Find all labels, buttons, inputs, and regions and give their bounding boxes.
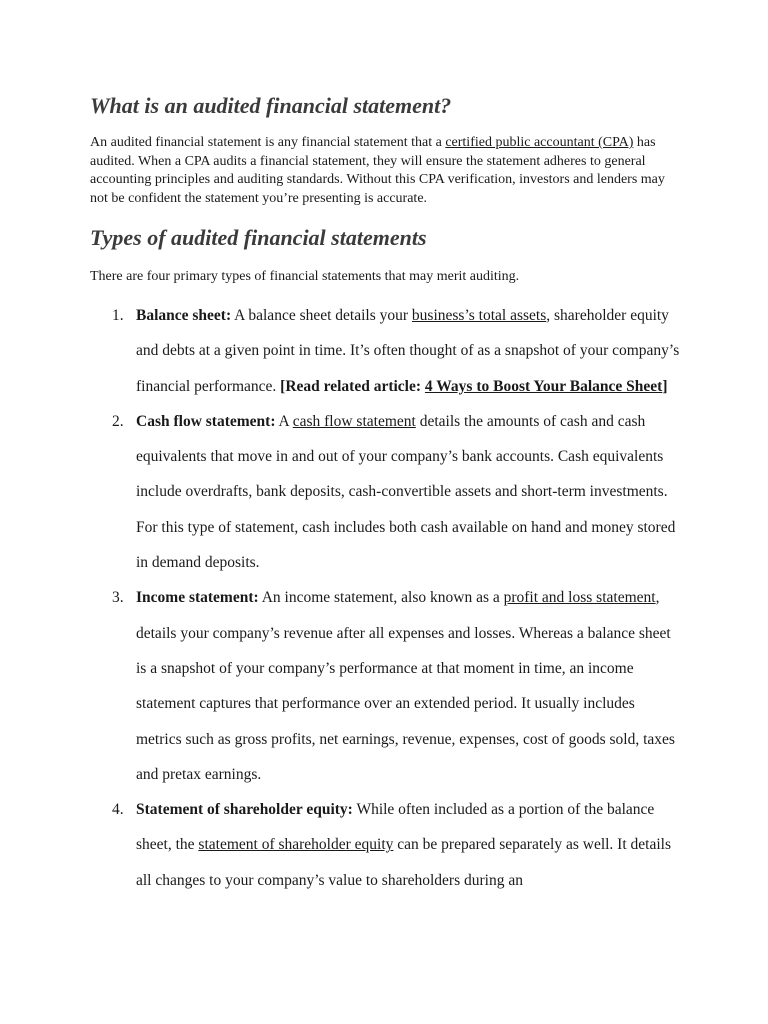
- related-article-suffix: ]: [662, 377, 668, 395]
- list-text-before: An income statement, also known as a: [258, 589, 504, 607]
- related-article-link[interactable]: 4 Ways to Boost Your Balance Sheet: [424, 377, 663, 395]
- heading-types-of-statements: Types of audited financial statements: [90, 225, 427, 250]
- list-text-after: details the amounts of cash and cash equivalents that move in and out of your company’s bank accounts. Cash equivalents include overdrafts, bank deposits, cash-convertible assets and short-term investments. For this type of statement, cash includes both cash available on hand and money stored in demand deposits.: [136, 412, 676, 572]
- list-item-balance-sheet: [90, 298, 680, 404]
- list-item-income-statement: [90, 580, 680, 792]
- intro-text-before: An audited financial statement is any financial statement that a: [90, 135, 446, 150]
- list-number: 2.: [112, 412, 124, 430]
- list-text-after: , shareholder equity and debts at a given point in time. It’s often thought of as a snapshot of your company’s financial performance.: [136, 307, 680, 395]
- list-text-before: A: [275, 412, 293, 430]
- total-assets-link[interactable]: business’s total assets: [411, 307, 547, 324]
- statement-types-list: [90, 298, 680, 898]
- types-lead-paragraph: There are four primary types of financial statements that may merit auditing.: [90, 269, 520, 284]
- types-section: [90, 224, 680, 898]
- intro-paragraph: [90, 134, 680, 208]
- list-number: 4.: [112, 801, 124, 819]
- list-number: 1.: [112, 307, 124, 324]
- intro-text-after: has audited. When a CPA audits a financial statement, they will ensure the statement adheres to general accounting principles and auditing standards. Without this CPA verification, investors and lenders may not be confident the statement you’re presenting is accurate.: [90, 135, 665, 206]
- list-term: Statement of shareholder equity:: [136, 801, 353, 819]
- profit-and-loss-link[interactable]: profit and loss statement: [503, 589, 656, 607]
- list-number: 3.: [112, 589, 124, 607]
- list-text-after: , details your company’s revenue after all expenses and losses. Whereas a balance sheet is a snapshot of your company’s performance at that moment in time, an income statement captures that performance over an extended period. It usually includes metrics such as gross profits, net earnings, revenue, expenses, cost of goods sold, taxes and pretax earnings.: [136, 589, 675, 783]
- list-text-before: While often included as a portion of the balance sheet, the: [136, 801, 655, 854]
- heading-audited-financial-statement: What is an audited financial statement?: [90, 93, 452, 118]
- cpa-link[interactable]: certified public accountant (CPA): [445, 135, 634, 150]
- cash-flow-statement-link[interactable]: cash flow statement: [292, 412, 416, 430]
- list-item-shareholder-equity: [90, 792, 680, 898]
- list-text-before: A balance sheet details your: [231, 307, 412, 324]
- list-term: Income statement:: [136, 589, 259, 607]
- list-text-after: can be prepared separately as well. It details all changes to your company’s value to shareholders during an: [136, 836, 671, 889]
- list-term: Balance sheet:: [136, 307, 232, 324]
- list-term: Cash flow statement:: [136, 412, 276, 430]
- shareholder-equity-link[interactable]: statement of shareholder equity: [198, 836, 394, 854]
- related-article-prefix: [Read related article:: [280, 377, 425, 395]
- list-item-cash-flow-statement: [90, 404, 680, 580]
